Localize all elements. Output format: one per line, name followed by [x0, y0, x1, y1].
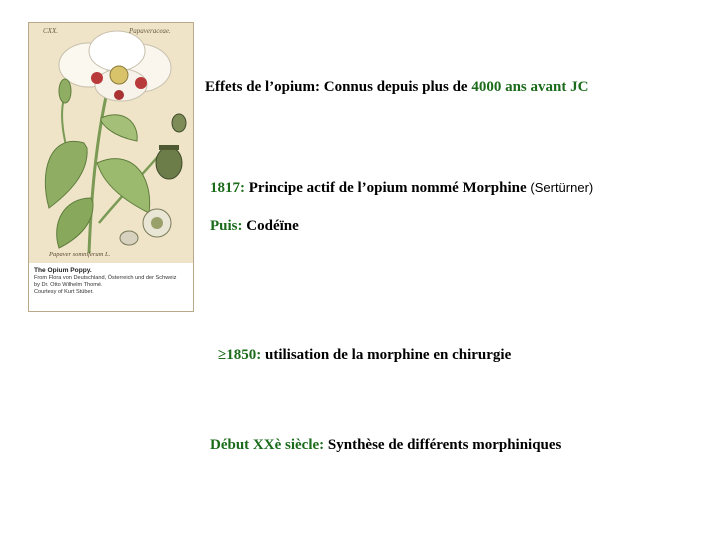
plate-header-right: Papaveraceae.: [129, 27, 171, 35]
opium-effects-text: Connus depuis plus de: [323, 79, 468, 95]
line-1850: [218, 347, 511, 364]
line-xx-century: [210, 437, 561, 454]
poppy-drawing: [29, 23, 193, 263]
caption-title: The Opium Poppy.: [34, 267, 92, 274]
xx-century-label: Début XXè siècle:: [210, 437, 325, 453]
opium-poppy-illustration: [28, 22, 194, 312]
line-puis: [210, 218, 299, 235]
year-1817: 1817:: [210, 180, 245, 196]
caption-line: Courtesy of Kurt Stüber.: [34, 289, 94, 296]
surgery-text: utilisation de la morphine en chirurgie: [264, 347, 512, 363]
caption-line: From Flora von Deutschland, Österreich und der Schweiz: [34, 275, 177, 281]
plate-caption: [29, 263, 193, 311]
caption-line: by Dr. Otto Wilhelm Thomé.: [34, 282, 103, 289]
opium-effects-value: 4000 ans avant JC: [471, 79, 589, 95]
synthesis-text: Synthèse de différents morphiniques: [327, 437, 562, 453]
plate-header-left: CXX.: [43, 27, 58, 35]
codeine-text: Codéïne: [246, 218, 299, 234]
puis-label: Puis:: [210, 218, 243, 234]
morphine-text: Principe actif de l’opium nommé Morphine: [248, 180, 527, 196]
plate-scientific-name: Papaver somniferum L.: [49, 251, 111, 258]
year-1850: ≥1850:: [218, 347, 262, 363]
line-1817: [210, 180, 593, 197]
author-serturner: (Sertürner): [530, 180, 594, 195]
opium-effects-label: Effets de l’opium:: [205, 79, 320, 95]
line-opium-effects: [205, 79, 588, 96]
